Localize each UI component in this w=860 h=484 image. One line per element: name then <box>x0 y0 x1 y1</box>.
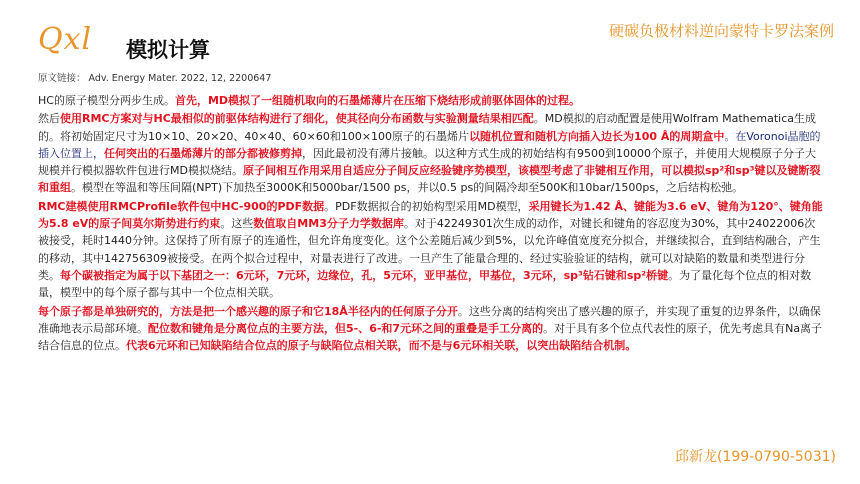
highlight-run: 配位数和键角是分离位点的主要方法，但5-、6-和7元环之间的重叠是手工分离的 <box>148 321 544 335</box>
page-title: 模拟计算 <box>126 38 210 62</box>
text-run: 。对于具有多个位点代表性的原子，优先考虑具有Na离子结合信息的位点。 <box>38 321 823 353</box>
text-run: 。这些 <box>220 217 254 231</box>
highlight-run: RMC建模使用RMCProfile软件包中HC-900的PDF数据 <box>38 199 325 213</box>
case-title: 硬碳负极材料逆向蒙特卡罗法案例 <box>608 22 834 40</box>
highlight-run: 使用RMC方案对与HC最相似的前驱体结构进行了细化，使其径向分布函数与实验测量结果相匹配 <box>60 112 534 126</box>
paragraph-4 <box>38 303 824 355</box>
text-run: 。为了量化每个位点的相对数量，模型中的每个原子都与其中一个位点相关联。 <box>38 268 812 300</box>
highlight-run: 代表6元环和已知缺陷结合位点的原子与缺陷位点相关联，而不是与6元环相关联，以突出缺陷结合机制。 <box>126 339 637 353</box>
paragraph-1 <box>38 92 824 109</box>
text-run: 。MD模拟的启动配置是使用Wolfram Mathematica生成的。将初始固定尺寸为10×10、20×20、40×40、60×60和100×100原子的石墨烯片 <box>38 112 816 143</box>
highlight-run: 任何突出的石墨烯薄片的部分都被修剪掉 <box>104 146 302 160</box>
text-run: ，因此最初没有薄片接触。以这种方式生成的初始结构有9500到10000个原子，并使用大规模原子分子大规模并行模拟器软件包进行MD模拟烧结。 <box>38 146 816 178</box>
text-run: HC的原子模型分两步生成。 <box>38 94 175 107</box>
text-run: 。模型在等温和等压间隔(NPT)下加热至3000K和5000bar/1500 ps，并以0.5 ps的间隔冷却至500K和10bar/1500ps，之后结构松弛。 <box>71 181 744 195</box>
text-run: 。在Voronoi晶胞的插入位置上， <box>38 129 821 160</box>
body-text <box>38 92 824 354</box>
text-run: 。PDF数据拟合的初始构型采用MD模型， <box>324 199 529 213</box>
text-run: 然后 <box>38 112 60 126</box>
highlight-run: 采用键长为1.42 Å、键能为3.6 eV、键角为120°、键角能为5.8 eV的原子间莫尔斯势进行约束 <box>38 199 823 231</box>
highlight-run: 以随机位置和随机方向插入边长为100 Å的周期盒中 <box>469 129 725 143</box>
highlight-run: 数值取自MM3分子力学数据库 <box>253 217 404 231</box>
text-run: 。对于42249301次生成的动作，对键长和键角的容忍度为30%，其中24022006次被接受，耗时1440分钟。这保持了所有原子的连通性，但允许角度变化。这个公差随后减少到5%，以允许峰值宽度充分拟合，并继续拟合，直到结构融合，产生的移动，其中142756309被接受。在两个拟合过程中，对量表进行了改进。一旦产生了能量合理的、经过实验验证的结构，就可以对缺陷的数量和类型进行分类。 <box>38 217 821 282</box>
paragraph-3 <box>38 198 824 302</box>
contact-info: 邱新龙(199-0790-5031) <box>674 449 836 465</box>
highlight-run: 原子间相互作用采用自适应分子间反应经验键序势模型，该模型考虑了非键相互作用，可以模拟sp²和sp³键以及键断裂和重组 <box>38 164 821 195</box>
highlight-run: 每个原子都是单独研究的，方法是把一个感兴趣的原子和它18Å半径内的任何原子分开 <box>38 304 458 318</box>
highlight-run: 每个碳被指定为属于以下基团之一：6元环，7元环，边缘位，孔，5元环，亚甲基位，甲基位，3元环，sp³钻石键和sp²桥键 <box>60 268 669 282</box>
text-run: 。这些分离的结构突出了感兴趣的原子，并实现了重复的边界条件，以确保准确地表示局部环境。 <box>38 304 821 335</box>
highlight-run: 首先，MD模拟了一组随机取向的石墨烯薄片在压缩下烧结形成前驱体固体的过程。 <box>174 94 581 107</box>
source-citation: 原文链接： Adv. Energy Mater. 2022, 12, 2200647 <box>38 73 272 84</box>
paragraph-2 <box>38 110 824 196</box>
company-logo: Qxl <box>38 22 93 57</box>
